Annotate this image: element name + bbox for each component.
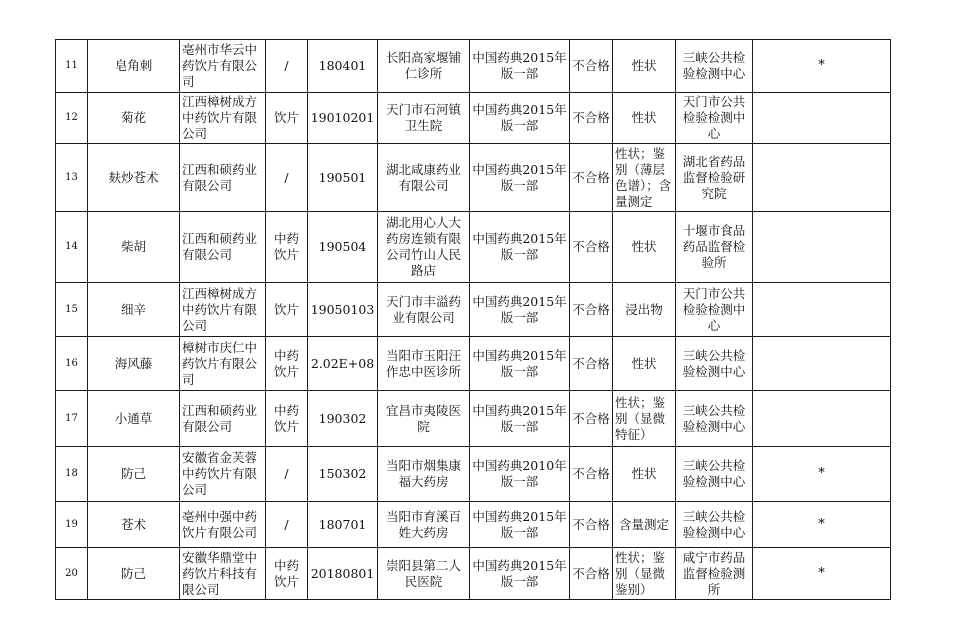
- sampled-unit: 长阳高家堰铺仁诊所: [378, 40, 470, 93]
- producer: 亳州中强中药饮片有限公司: [180, 502, 266, 548]
- sampled-unit: 当阳市玉阳汪作忠中医诊所: [378, 337, 470, 391]
- result: 不合格: [570, 40, 613, 93]
- standard: 中国药典2010年版一部: [470, 447, 570, 502]
- producer: 安徽华鼎堂中药饮片科技有限公司: [180, 548, 266, 600]
- producer: 安徽省金芙蓉中药饮片有限公司: [180, 447, 266, 502]
- product-name: 菊花: [88, 93, 180, 144]
- standard: 中国药典2015年版一部: [470, 283, 570, 337]
- batch-number: 150302: [308, 447, 378, 502]
- product-name: 海风藤: [88, 337, 180, 391]
- remark: [753, 144, 891, 212]
- producer: 江西樟树成方中药饮片有限公司: [180, 283, 266, 337]
- testing-lab: 十堰市食品药品监督检验所: [676, 212, 753, 283]
- remark: *: [753, 548, 891, 600]
- sampled-unit: 湖北用心人大药房连锁有限公司竹山人民路店: [378, 212, 470, 283]
- failed-item: 性状: [613, 93, 676, 144]
- remark: *: [753, 502, 891, 548]
- testing-lab: 湖北省药品监督检验研究院: [676, 144, 753, 212]
- row-number: 17: [56, 391, 88, 447]
- producer: 江西和硕药业有限公司: [180, 144, 266, 212]
- batch-number: 19010201: [308, 93, 378, 144]
- testing-lab: 三峡公共检验检测中心: [676, 502, 753, 548]
- row-number: 16: [56, 337, 88, 391]
- row-number: 14: [56, 212, 88, 283]
- specification: 中药饮片: [266, 548, 308, 600]
- failed-item: 性状: [613, 447, 676, 502]
- table-row: [56, 502, 891, 548]
- product-name: 防己: [88, 548, 180, 600]
- standard: 中国药典2015年版一部: [470, 502, 570, 548]
- row-number: 18: [56, 447, 88, 502]
- result: 不合格: [570, 502, 613, 548]
- sampled-unit: 天门市石河镇卫生院: [378, 93, 470, 144]
- standard: 中国药典2015年版一部: [470, 212, 570, 283]
- product-name: 苍术: [88, 502, 180, 548]
- sampled-unit: 崇阳县第二人民医院: [378, 548, 470, 600]
- specification: 饮片: [266, 93, 308, 144]
- failed-item: 性状；鉴别（显微鉴别）: [613, 548, 676, 600]
- result: 不合格: [570, 144, 613, 212]
- batch-number: 190504: [308, 212, 378, 283]
- product-name: 细辛: [88, 283, 180, 337]
- testing-lab: 三峡公共检验检测中心: [676, 337, 753, 391]
- sampled-unit: 湖北咸康药业有限公司: [378, 144, 470, 212]
- testing-lab: 天门市公共检验检测中心: [676, 93, 753, 144]
- result: 不合格: [570, 447, 613, 502]
- row-number: 13: [56, 144, 88, 212]
- product-name: 小通草: [88, 391, 180, 447]
- remark: [753, 337, 891, 391]
- sampled-unit: 宜昌市夷陵医院: [378, 391, 470, 447]
- standard: 中国药典2015年版一部: [470, 548, 570, 600]
- standard: 中国药典2015年版一部: [470, 93, 570, 144]
- row-number: 19: [56, 502, 88, 548]
- testing-lab: 三峡公共检验检测中心: [676, 40, 753, 93]
- result: 不合格: [570, 93, 613, 144]
- sampled-unit: 天门市丰溢药业有限公司: [378, 283, 470, 337]
- standard: 中国药典2015年版一部: [470, 337, 570, 391]
- batch-number: 180401: [308, 40, 378, 93]
- producer: 樟树市庆仁中药饮片有限公司: [180, 337, 266, 391]
- standard: 中国药典2015年版一部: [470, 40, 570, 93]
- producer: 江西和硕药业有限公司: [180, 391, 266, 447]
- failed-item: 含量测定: [613, 502, 676, 548]
- product-name: 麸炒苍术: [88, 144, 180, 212]
- testing-lab: 三峡公共检验检测中心: [676, 391, 753, 447]
- specification: /: [266, 502, 308, 548]
- batch-number: 190302: [308, 391, 378, 447]
- failed-item: 浸出物: [613, 283, 676, 337]
- specification: /: [266, 447, 308, 502]
- standard: 中国药典2015年版一部: [470, 391, 570, 447]
- testing-lab: 天门市公共检验检测中心: [676, 283, 753, 337]
- remark: *: [753, 40, 891, 93]
- failed-item: 性状: [613, 40, 676, 93]
- table-row: [56, 144, 891, 212]
- product-name: 柴胡: [88, 212, 180, 283]
- failed-item: 性状: [613, 212, 676, 283]
- batch-number: 190501: [308, 144, 378, 212]
- batch-number: 2.02E+08: [308, 337, 378, 391]
- row-number: 12: [56, 93, 88, 144]
- standard: 中国药典2015年版一部: [470, 144, 570, 212]
- failed-item: 性状；鉴别（显微特征）: [613, 391, 676, 447]
- inspection-results-sheet: [55, 39, 890, 600]
- inspection-results-table: [55, 39, 891, 600]
- product-name: 皂角刺: [88, 40, 180, 93]
- batch-number: 180701: [308, 502, 378, 548]
- table-row: [56, 548, 891, 600]
- result: 不合格: [570, 212, 613, 283]
- specification: /: [266, 144, 308, 212]
- testing-lab: 三峡公共检验检测中心: [676, 447, 753, 502]
- row-number: 11: [56, 40, 88, 93]
- table-row: [56, 40, 891, 93]
- specification: 饮片: [266, 283, 308, 337]
- row-number: 15: [56, 283, 88, 337]
- testing-lab: 咸宁市药品监督检验测所: [676, 548, 753, 600]
- specification: 中药饮片: [266, 337, 308, 391]
- specification: /: [266, 40, 308, 93]
- table-row: [56, 447, 891, 502]
- table-row: [56, 283, 891, 337]
- product-name: 防己: [88, 447, 180, 502]
- producer: 亳州市华云中药饮片有限公司: [180, 40, 266, 93]
- specification: 中药饮片: [266, 391, 308, 447]
- failed-item: 性状: [613, 337, 676, 391]
- table-row: [56, 391, 891, 447]
- table-row: [56, 93, 891, 144]
- sampled-unit: 当阳市烟集康福大药房: [378, 447, 470, 502]
- producer: 江西樟树成方中药饮片有限公司: [180, 93, 266, 144]
- result: 不合格: [570, 283, 613, 337]
- batch-number: 20180801: [308, 548, 378, 600]
- result: 不合格: [570, 337, 613, 391]
- table-row: [56, 337, 891, 391]
- remark: [753, 283, 891, 337]
- specification: 中药饮片: [266, 212, 308, 283]
- sampled-unit: 当阳市育溪百姓大药房: [378, 502, 470, 548]
- row-number: 20: [56, 548, 88, 600]
- remark: [753, 212, 891, 283]
- result: 不合格: [570, 548, 613, 600]
- remark: [753, 391, 891, 447]
- table-row: [56, 212, 891, 283]
- producer: 江西和硕药业有限公司: [180, 212, 266, 283]
- result: 不合格: [570, 391, 613, 447]
- remark: [753, 93, 891, 144]
- remark: *: [753, 447, 891, 502]
- failed-item: 性状；鉴别（薄层色谱）；含量测定: [613, 144, 676, 212]
- batch-number: 19050103: [308, 283, 378, 337]
